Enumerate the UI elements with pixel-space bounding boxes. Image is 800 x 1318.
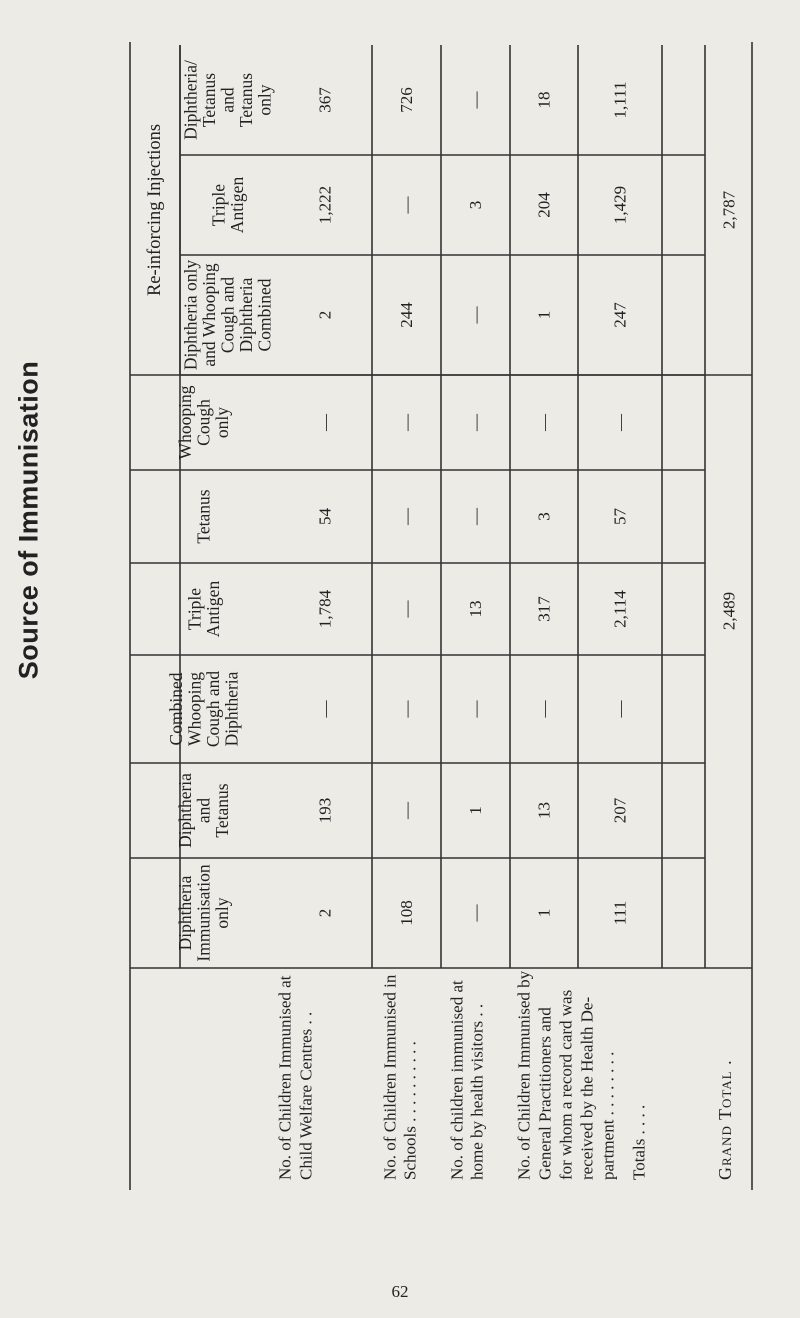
- row-label-2-line-0: No. of children immunised at: [447, 980, 467, 1180]
- cell-row4-re_dipth_whooping: 247: [610, 302, 630, 328]
- cell-row3-combined_wcd: —: [534, 700, 554, 718]
- cell-row1-dipth_tetanus: —: [397, 802, 416, 819]
- cell-row0-re_dipth_tetanus: 367: [315, 87, 335, 113]
- row-label-0-line-0: No. of Children Immunised at: [275, 975, 295, 1180]
- cell-row4-dipth_only: 111: [610, 900, 630, 926]
- column-header-combined_wcd-line-0: Combined: [165, 672, 186, 746]
- cell-row0-re_dipth_whooping: 2: [315, 310, 335, 320]
- cell-row4-re_dipth_tetanus: 1,111: [610, 81, 630, 119]
- column-header-triple-line-0: Triple: [184, 587, 205, 631]
- cell-row3-re_triple: 204: [534, 192, 554, 218]
- column-header-dipth_only-line-0: Diphtheria: [175, 875, 195, 951]
- cell-row1-dipth_only: 108: [397, 900, 416, 926]
- cell-row1-whooping: —: [397, 414, 416, 431]
- cell-row2-dipth_only: —: [466, 904, 485, 922]
- cell-row1-re_dipth_whooping: 244: [397, 302, 416, 328]
- column-header-re_triple-line-1: Antigen: [226, 176, 247, 234]
- column-header-dipth_only-line-1: Immunisation: [193, 864, 214, 962]
- cell-row1-re_dipth_tetanus: 726: [397, 87, 416, 113]
- column-header-whooping-line-0: Whooping: [175, 385, 195, 460]
- column-header-combined_wcd-line-2: Cough and: [202, 670, 223, 748]
- cell-row1-re_triple: —: [397, 196, 416, 214]
- cell-row3-re_dipth_whooping: 1: [534, 310, 554, 320]
- column-header-tetanus-line-0: Tetanus: [193, 489, 214, 544]
- cell-row4-triple: 2,114: [610, 590, 630, 628]
- column-header-re_dipth_whooping-line-2: Cough and: [217, 276, 238, 354]
- cell-row4-whooping: —: [610, 414, 630, 431]
- cell-row3-whooping: —: [534, 414, 554, 431]
- cell-row1-tetanus: —: [397, 508, 416, 525]
- column-header-whooping-line-1: Cough: [193, 399, 214, 446]
- cell-row0-dipth_only: 2: [315, 908, 335, 918]
- column-header-re_dipth_tetanus-line-4: only: [254, 84, 275, 116]
- column-header-combined_wcd-line-1: Whooping: [184, 672, 205, 746]
- row-label-2-line-1: home by health visitors . .: [467, 1003, 487, 1180]
- row-label-0-line-1: Child Welfare Centres . .: [296, 1011, 316, 1180]
- cell-row0-dipth_tetanus: 193: [315, 797, 335, 824]
- row-label-4-line-0: Totals . . . .: [629, 1104, 649, 1180]
- cell-row4-combined_wcd: —: [610, 700, 630, 718]
- cell-row3-re_dipth_tetanus: 18: [534, 91, 554, 109]
- cell-row0-combined_wcd: —: [315, 700, 335, 718]
- row-label-3-line-4: partment . . . . . . . .: [598, 1051, 618, 1180]
- row-label-3-line-2: for whom a record card was: [556, 989, 576, 1180]
- column-header-re_dipth_whooping-line-4: Combined: [254, 278, 275, 352]
- cell-row0-re_triple: 1,222: [315, 185, 335, 225]
- column-header-re_dipth_whooping-line-3: Diphtheria: [236, 277, 256, 353]
- column-header-combined_wcd-line-3: Diphtheria: [221, 671, 242, 747]
- cell-row0-triple: 1,784: [315, 589, 335, 629]
- cell-row2-whooping: —: [466, 414, 485, 431]
- cell-row2-triple: 13: [466, 600, 485, 618]
- cell-row2-dipth_tetanus: 1: [466, 806, 485, 815]
- column-header-re_dipth_whooping-line-1: and Whooping: [199, 263, 219, 367]
- column-header-re_dipth_whooping-line-0: Diphtheria only: [180, 259, 201, 371]
- cell-row0-whooping: —: [315, 414, 335, 431]
- column-header-dipth_tetanus-line-1: and: [193, 797, 214, 824]
- cell-row2-re_dipth_whooping: —: [466, 306, 485, 324]
- cell-row3-dipth_tetanus: 13: [534, 802, 554, 819]
- column-header-re_dipth_tetanus-line-0: Diphtheria/: [180, 60, 201, 140]
- cell-row4-re_triple: 1,429: [610, 185, 630, 225]
- cell-row3-triple: 317: [534, 596, 554, 622]
- grand-total-reinforcing: 2,787: [719, 190, 739, 230]
- row-label-3-line-1: General Practitioners and: [535, 1007, 555, 1180]
- column-header-re_triple-line-0: Triple: [208, 183, 229, 227]
- cell-row4-dipth_tetanus: 207: [610, 797, 630, 824]
- group-header-reinforcing: Re-inforcing Injections: [145, 123, 165, 297]
- column-header-whooping-line-2: only: [212, 406, 232, 439]
- column-header-re_dipth_tetanus-line-2: and: [217, 87, 238, 113]
- grand-total-primary: 2,489: [719, 591, 739, 631]
- row-label-1-line-0: No. of Children Immunised in: [380, 974, 400, 1180]
- cell-row1-triple: —: [397, 600, 416, 618]
- cell-row0-tetanus: 54: [315, 508, 335, 525]
- column-header-triple-line-1: Antigen: [202, 580, 223, 638]
- grand-total-label: Grand Total .: [715, 1059, 735, 1180]
- cell-row3-dipth_only: 1: [534, 908, 554, 918]
- cell-row2-tetanus: —: [466, 508, 485, 525]
- cell-row4-tetanus: 57: [610, 508, 630, 525]
- row-label-1-line-1: Schools . . . . . . . . . .: [400, 1041, 420, 1180]
- row-label-3-line-3: received by the Health De-: [577, 996, 597, 1180]
- row-label-3-line-0: No. of Children Immunised by: [514, 970, 534, 1180]
- cell-row2-re_triple: 3: [466, 200, 485, 210]
- cell-row2-combined_wcd: —: [466, 700, 485, 718]
- cell-row3-tetanus: 3: [534, 512, 554, 521]
- column-header-re_dipth_tetanus-line-3: Tetanus: [236, 72, 256, 128]
- cell-row2-re_dipth_tetanus: —: [466, 91, 485, 109]
- column-header-re_dipth_tetanus-line-1: Tetanus: [199, 72, 219, 128]
- column-header-dipth_tetanus-line-2: Tetanus: [212, 783, 232, 838]
- column-header-dipth_tetanus-line-0: Diphtheria: [175, 773, 195, 848]
- cell-row1-combined_wcd: —: [397, 700, 416, 718]
- page-number: 62: [391, 1282, 409, 1301]
- column-header-dipth_only-line-2: only: [212, 897, 232, 929]
